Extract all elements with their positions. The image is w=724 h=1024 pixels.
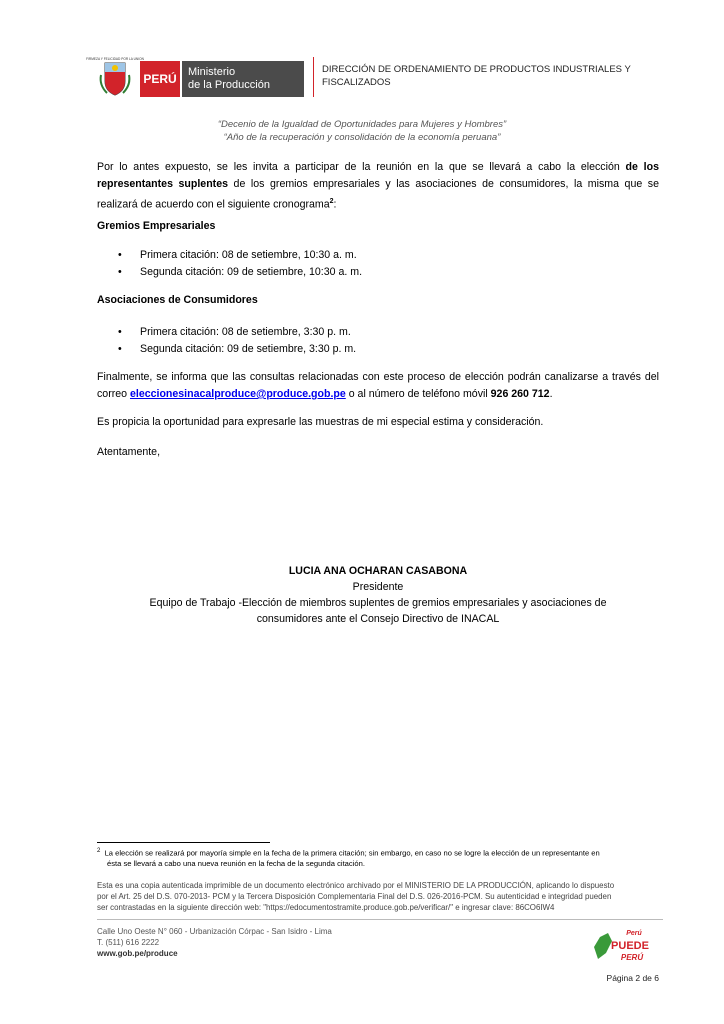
list-item-text: Segunda citación: 09 de setiembre, 3:30 p. m. [140, 343, 357, 355]
page-number: Página 2 de 6 [606, 973, 659, 983]
office-line-2: FISCALIZADOS [322, 77, 391, 88]
list-item [118, 341, 356, 358]
footnote-divider [97, 842, 270, 843]
email-link[interactable]: eleccionesinacalproduce@produce.gob.pe [129, 388, 346, 400]
list-item-text: Primera citación: 08 de setiembre, 10:30 a. m. [140, 249, 357, 261]
footer-contact [97, 926, 332, 959]
ministry-brand-block [182, 61, 304, 97]
footer-address: Calle Uno Oeste N° 060 - Urbanización Córpac - San Isidro - Lima [97, 927, 332, 936]
footer-website-link[interactable]: www.gob.pe/produce [97, 949, 178, 958]
peru-coat-of-arms-icon [86, 55, 144, 97]
intro-paragraph [97, 159, 659, 214]
section-heading-gremios: Gremios Empresariales [97, 220, 216, 232]
list-item [118, 264, 362, 281]
authenticity-line-3: ser contrastadas en la siguiente dirección web: "https://edocumentostramite.produce.gob.pe/verificar/" e ingresar clave: 86CO6IW4 [97, 903, 555, 912]
logo-text-3: PERÚ [620, 953, 644, 962]
authenticity-line-2: por el Art. 25 del D.S. 070-2013- PCM y la Tercera Disposición Complementaria Final del D.S. 026-2016-PCM. Su autenticidad e integridad pueden [97, 892, 612, 901]
intro-text-1: Por lo antes expuesto, se les invita a participar de la reunión en la que se llevará a cabo la elección [97, 161, 626, 173]
slogan-line-1: “Decenio de la Igualdad de Oportunidades para Mujeres y Hombres” [217, 119, 507, 130]
signature-block [97, 563, 659, 627]
footer-divider [97, 919, 663, 920]
contact-text-1: Finalmente, se informa que las consultas relacionadas con este proceso de elección podrán canalizarse a través del correo [97, 371, 659, 400]
intro-text-2: de los gremios empresariales y las asociaciones de consumidores, la misma que se realizará de acuerdo con el siguiente cronograma [97, 178, 659, 211]
footnote-mark: 2 [97, 848, 101, 854]
section-heading-asociaciones: Asociaciones de Consumidores [97, 294, 258, 306]
signer-name: LUCIA ANA OCHARAN CASABONA [288, 565, 468, 577]
signer-team-line-1: Equipo de Trabajo -Elección de miembros suplentes de gremios empresariales y asociaciones de [149, 597, 607, 609]
authenticity-note [97, 880, 663, 913]
office-name [322, 63, 632, 89]
intro-end: : [333, 198, 337, 211]
signer-team-line-2: consumidores ante el Consejo Directivo de INACAL [256, 613, 500, 625]
slogan-line-2: “Año de la recuperación y consolidación de la economía peruana” [223, 132, 501, 143]
phone-number: 926 260 712 [490, 388, 550, 400]
list-item-text: Segunda citación: 09 de setiembre, 10:30 a. m. [140, 266, 363, 278]
emblem-caption: FIRMEZA Y FELICIDAD POR LA UNION [86, 57, 144, 61]
list-item [118, 324, 351, 341]
list-item-text: Primera citación: 08 de setiembre, 3:30 p. m. [140, 326, 351, 338]
contact-end: . [549, 388, 553, 400]
signer-role: Presidente [352, 581, 404, 593]
peru-puede-logo [590, 925, 656, 965]
footnote-text-1: La elección se realizará por mayoría simple en la fecha de la primera citación; sin embargo, en caso no se logre la elección de un representante en [104, 848, 600, 858]
footnote [97, 846, 663, 869]
salutation: Atentamente, [97, 446, 161, 458]
logo-text-1: Perú [626, 930, 642, 937]
bullet-icon: • [118, 326, 122, 338]
contact-text-2: o al número de teléfono móvil [345, 388, 491, 400]
bullet-icon: • [118, 249, 122, 261]
ministry-line-2: de la Producción [188, 79, 270, 91]
bullet-icon: • [118, 266, 122, 278]
year-slogans [0, 118, 724, 144]
contact-paragraph [97, 369, 659, 403]
header-divider [313, 57, 314, 97]
logo-text-2: PUEDE [611, 940, 649, 952]
office-line-1: DIRECCIÓN DE ORDENAMIENTO DE PRODUCTOS INDUSTRIALES Y [322, 64, 631, 75]
ministry-line-1: Ministerio [188, 66, 236, 78]
footer-phone: T. (511) 616 2222 [97, 938, 160, 947]
footnote-ref[interactable]: 2 [329, 198, 334, 205]
authenticity-line-1: Esta es una copia autenticada imprimible de un documento electrónico archivado por el MINISTERIO DE LA PRODUCCIÓN, aplicando lo dispuesto [97, 881, 615, 890]
intro-bold-text: de los representantes suplentes [97, 161, 659, 190]
footnote-text-2: ésta se llevará a cabo una nueva reunión en la fecha de la segunda citación. [107, 858, 365, 868]
closing-paragraph: Es propicia la oportunidad para expresarle las muestras de mi especial estima y consideración. [97, 416, 544, 428]
bullet-icon: • [118, 343, 122, 355]
peru-brand-block [140, 61, 180, 97]
peru-label: PERÚ [143, 72, 177, 86]
list-item [118, 247, 357, 264]
